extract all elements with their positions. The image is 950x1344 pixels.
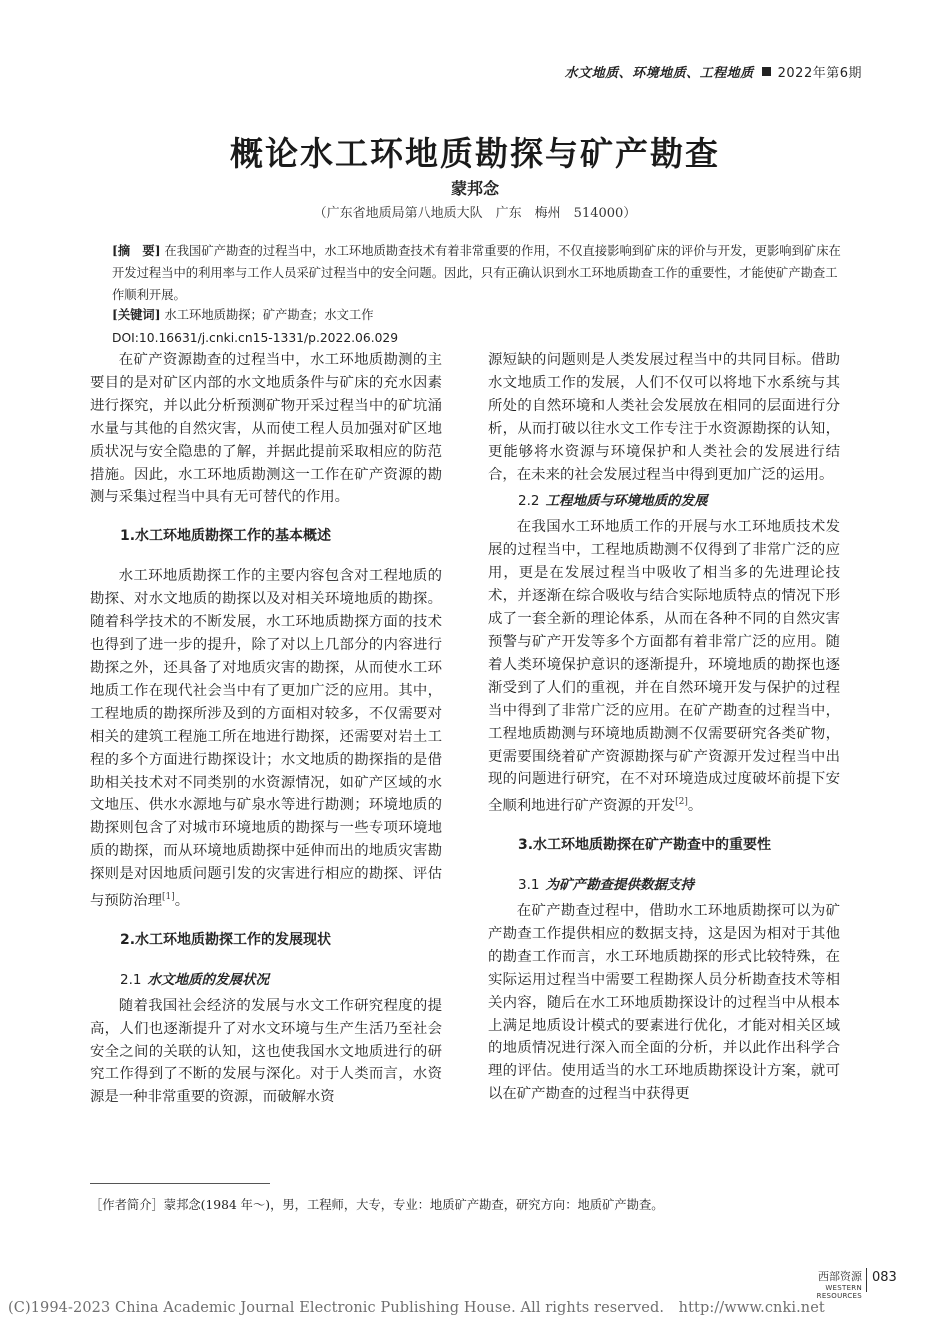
section-2-2-text: 在我国水工环地质工作的开展与水工环地质技术发展的过程当中，工程地质勘测不仅得到了非常广泛的应用，更是在发展过程当中吸收了相当多的先进理论技术，并逐渐在综合吸收与结合实际地质特点的情况下形成了一套全新的理论体系，从而在各种不同的自然灾害预警与矿产开发等多个方面都有着非常广泛的应用。随着人类环境保护意识的逐渐提升，环境地质的勘探也逐渐受到了人们的重视，并在自然环境开发与保护的过程当中得到了非常广泛的应用。在矿产勘查的过程当中，工程地质勘测与环境地质勘测不仅需要研究各类矿物，更需要围绕着矿产资源勘探与矿产资源开发过程当中出现的问题进行研究，在不对环境造成过度破坏前提下安全顺利地进行矿产资源的开发 (488, 519, 840, 815)
subsection-heading-2-1 (90, 969, 442, 991)
section-heading-1: 1.水工环地质勘探工作的基本概述 (120, 528, 332, 545)
section-1-text: 水工环地质勘探工作的主要内容包含对工程地质的勘探、对水文地质的勘探以及对相关环境地质的勘探。随着科学技术的不断发展，水工环地质勘探方面的技术也得到了进一步的提升，除了对以上几部分的内容进行勘探之外，还具备了对地质灾害的勘探，从而使水工环地质工作在现代社会当中有了更加广泛的应用。其中，工程地质的勘探所涉及到的方面相对较多，不仅需要对相关的建筑工程施工所在地进行勘探，还需要对岩土工程的多个方面进行勘探设计；水文地质的勘探指的是借助相关技术对不同类别的水资源情况，如矿产区域的水文地压、供水水源地与矿泉水等进行勘测；环境地质的勘探则包含了对城市环境地质的勘探与一些专项环境地质的勘探，而从环境地质勘探中延伸而出的地质灾害勘探则是对因地质问题引发的灾害进行相应的勘探、评估与预防治理 (90, 568, 442, 909)
citation-1[interactable]: [1] (161, 892, 175, 903)
abstract (112, 240, 847, 306)
subsection-number: 2.2 (518, 493, 540, 510)
subsection-title: 工程地质与环境地质的发展 (545, 493, 708, 510)
brand-cn: 西部资源 (818, 1270, 862, 1283)
section-2-2-paragraph (488, 516, 840, 818)
citation-2[interactable]: [2] (675, 797, 688, 808)
section-heading-2: 2.水工环地质勘探工作的发展现状 (120, 931, 332, 948)
copyright-line: (C)1994-2023 China Academic Journal Electronic Publishing House. All rights reserved. http://www.cnki.net (8, 1300, 825, 1316)
abstract-text: 在我国矿产勘查的过程当中，水工环地质勘查技术有着非常重要的作用，不仅直接影响到矿床的评价与开发，更影响到矿床在开发过程当中的利用率与工作人员采矿过程当中的安全问题。因此，只有正确认识到水工环地质勘查工作的重要性，才能使矿产勘查工作顺利开展。 (112, 244, 841, 302)
doi: DOI:10.16631/j.cnki.cn15-1331/p.2022.06.029 (112, 331, 399, 345)
author-affiliation: （广东省地质局第八地质大队 广东 梅州 514000） (313, 206, 637, 221)
subsection-number: 2.1 (120, 971, 142, 988)
section-1-end: 。 (174, 892, 190, 909)
square-bullet-icon (762, 67, 771, 76)
article-title: 概论水工环地质勘探与矿产勘查 (230, 134, 720, 173)
section-1-paragraph (90, 565, 442, 912)
brand-en: WESTERN RESOURCES (816, 1284, 862, 1300)
subsection-title: 水文地质的发展状况 (147, 971, 269, 988)
subsection-number: 3.1 (518, 877, 540, 894)
section-3-1-paragraph: 在矿产勘查过程中，借助水工环地质勘探可以为矿产勘查工作提供相应的数据支持，这是因为相对于其他的勘查工作而言，水工环地质勘探的形式比较特殊，在实际运用过程当中需要工程勘探人员分析勘查技术等相关内容，随后在水工环地质勘探设计的过程当中从根本上满足地质设计模式的要素进行优化，才能对相关区域的地质情况进行深入而全面的分析，并以此作出科学合理的评估。使用适当的水工环地质勘探设计方案，就可以在矿产勘查的过程当中获得更 (488, 903, 840, 1103)
keywords (112, 304, 847, 326)
journal-section: 水文地质、环境地质、工程地质 (564, 66, 754, 81)
right-column (488, 349, 840, 1106)
subsection-heading-3-1 (488, 874, 840, 896)
abstract-label: [摘 要] (112, 243, 161, 258)
brand-divider (866, 1268, 867, 1292)
section-heading-3: 3.水工环地质勘探在矿产勘查中的重要性 (518, 837, 772, 854)
section-2-1-continued: 源短缺的问题则是人类发展过程当中的共同目标。借助水文地质工作的发展，人们不仅可以将地下水系统与其所处的自然环境和人类社会发展放在相同的层面进行分析，从而打破以往水文工作专注于水资源勘探的认知，更能够将水资源与环境保护和人类社会的发展进行结合，在未来的社会发展过程当中得到更加广泛的运用。 (488, 352, 840, 483)
footnote-divider (90, 1183, 270, 1184)
keywords-label: [关键词] (112, 307, 161, 322)
section-2-1-paragraph: 随着我国社会经济的发展与水文工作研究程度的提高，人们也逐渐提升了对水文环境与生产生活乃至社会安全之间的关联的认知，这也使我国水文地质进行的研究工作得到了不断的发展与深化。对于人类而言，水资源是一种非常重要的资源，而破解水资 (90, 997, 442, 1106)
author-footnote: ［作者简介］蒙邦念(1984 年～)，男，工程师，大专，专业：地质矿产勘查，研究方向：地质矿产勘查。 (90, 1198, 664, 1212)
subsection-title: 为矿产勘查提供数据支持 (545, 877, 694, 894)
intro-paragraph: 在矿产资源勘查的过程当中，水工环地质勘测的主要目的是对矿区内部的水文地质条件与矿床的充水因素进行探究，并以此分析预测矿物开采过程当中的矿坑涌水量与其他的自然灾害，从而使工程人员加强对矿区地质状况与安全隐患的了解，并据此提前采取相应的防范措施。因此，水工环地质勘测这一工作在矿产资源的勘测与采集过程当中具有无可替代的作用。 (90, 352, 442, 506)
left-column (90, 349, 442, 1109)
page-number: 083 (872, 1270, 897, 1285)
issue-label: 2022年第6期 (777, 66, 862, 81)
section-2-2-end: 。 (687, 798, 703, 815)
author-name: 蒙邦念 (450, 179, 499, 198)
running-head (565, 62, 862, 81)
keywords-text: 水工环地质勘探；矿产勘查；水文工作 (164, 308, 374, 322)
subsection-heading-2-2 (488, 490, 840, 512)
